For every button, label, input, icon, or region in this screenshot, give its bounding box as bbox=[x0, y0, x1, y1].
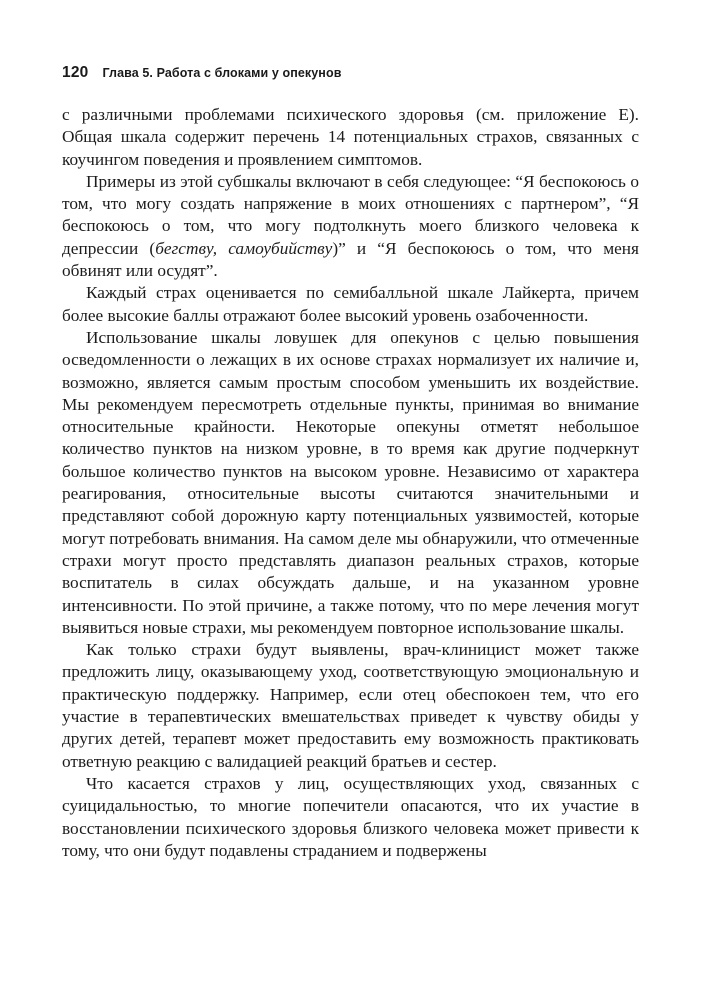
page-number: 120 bbox=[62, 64, 89, 81]
italic-phrase: бегству, самоубийству bbox=[155, 238, 333, 258]
paragraph-text: Что касается страхов у лиц, осуществляющих уход, связанных с суицидальностью, то многие попечители опасаются, что их участие в восстановлении психического здоровья близкого человека может привести к тому, что они будут подавлены страданием и подвержены bbox=[62, 773, 639, 860]
body-text bbox=[62, 104, 639, 862]
chapter-title: Глава 5. Работа с блоками у опекунов bbox=[102, 66, 342, 80]
paragraph-text: Как только страхи будут выявлены, врач-клиницист может также предложить лицу, оказывающему уход, соответствующую эмоциональную и практическую поддержку. Например, если отец обеспокоен тем, что его участие в терапевтических вмешательствах приведет к чувству обиды у других детей, терапевт может предоставить ему возможность практиковать ответную реакцию с валидацией реакций братьев и сестер. bbox=[62, 640, 639, 771]
paragraph-text: Каждый страх оценивается по семибалльной шкале Лайкерта, причем более высокие баллы отражают более высокий уровень озабоченности. bbox=[62, 283, 639, 325]
paragraph-text: )” и “Я беспокоюсь о том, что меня обвинят или осудят”. bbox=[62, 238, 639, 281]
running-header bbox=[62, 64, 639, 90]
paragraph-5 bbox=[62, 639, 639, 773]
paragraph-1 bbox=[62, 104, 639, 171]
paragraph-text: с различными проблемами психического здоровья (см. приложение Е). Общая шкала содержит перечень 14 потенциальных страхов, связанных с коучингом поведения и проявлением симптомов. bbox=[62, 105, 639, 169]
paragraph-2 bbox=[62, 171, 639, 282]
paragraph-text: Примеры из этой субшкалы включают в себя следующее: “Я беспокоюсь о том, что могу создать напряжение в моих отношениях с партнером”, “Я беспокоюсь о том, что могу подтолкнуть моего близкого человека к депрессии ( bbox=[62, 171, 639, 258]
paragraph-4 bbox=[62, 327, 639, 639]
paragraph-text: Использование шкалы ловушек для опекунов с целью повышения осведомленности о лежащих в их основе страхах нормализует их наличие и, возможно, является самым простым способом уменьшить их воздействие. Мы рекомендуем пересмотреть отдельные пункты, принимая во внимание относительные крайности. Некоторые опекуны отметят небольшое количество пунктов на низком уровне, в то время как другие подчеркнут большое количество пунктов на высоком уровне. Независимо от характера реагирования, относительные высоты считаются значительными и представляют собой дорожную карту потенциальных уязвимостей, которые могут потребовать внимания. На самом деле мы обнаружили, что отмеченные страхи могут просто представлять диапазон реальных страхов, которые воспитатель в силах обсуждать дальше, и на указанном уровне интенсивности. По этой причине, а также потому, что по мере лечения могут выявиться новые страхи, мы рекомендуем повторное использование шкалы. bbox=[62, 327, 639, 637]
paragraph-3 bbox=[62, 282, 639, 327]
paragraph-6 bbox=[62, 773, 639, 862]
